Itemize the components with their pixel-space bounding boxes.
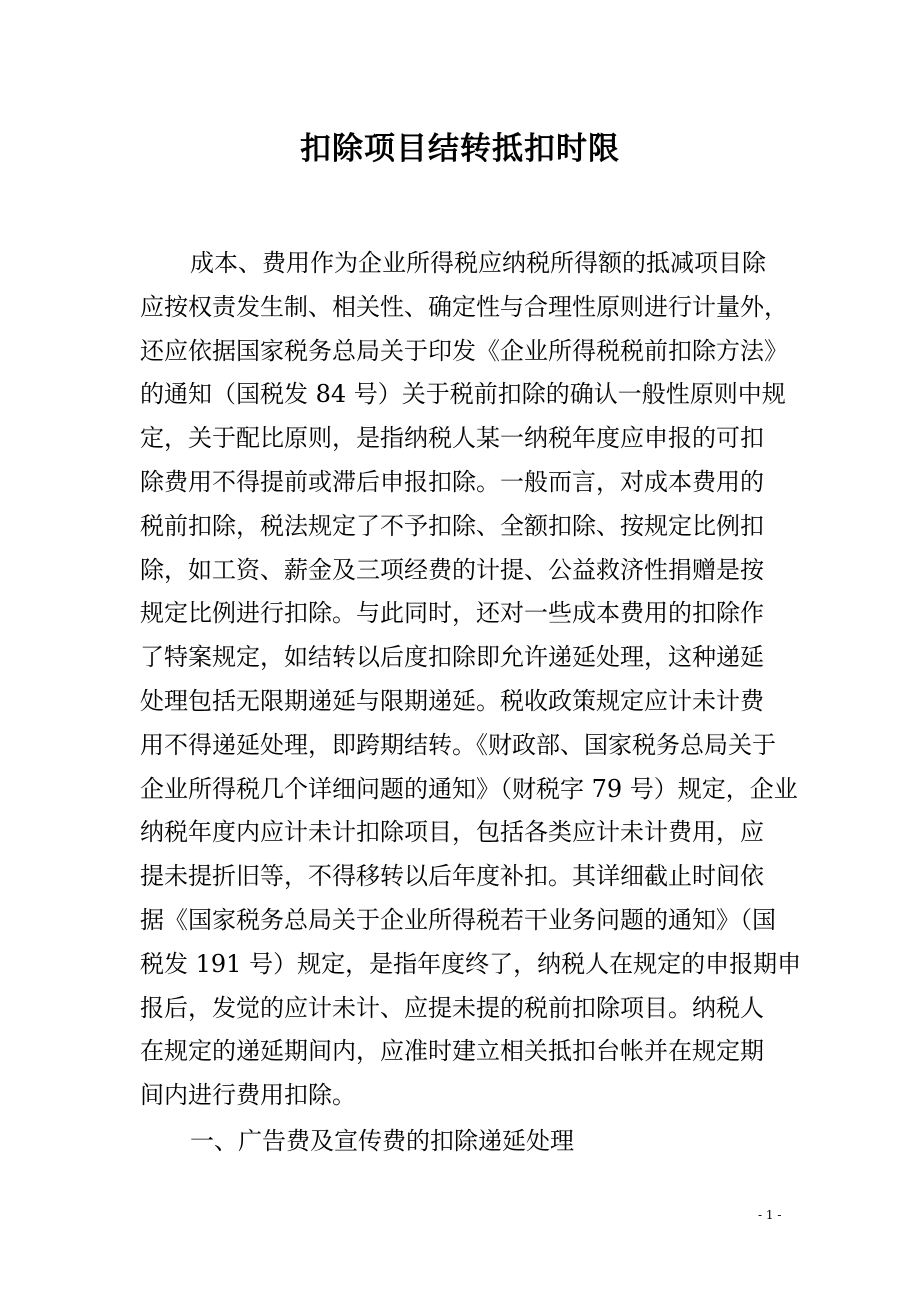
paragraph-line: 规定比例进行扣除。与此同时，还对一些成本费用的扣除作 (140, 599, 764, 628)
paragraph-line: 应按权责发生制、相关性、确定性与合理性原则进行计量外， (140, 292, 788, 321)
paragraph-line: 提未提折旧等，不得移转以后年度补扣。其详细截止时间依 (140, 862, 764, 891)
paragraph-line: 税前扣除，税法规定了不予扣除、全额扣除、按规定比例扣 (140, 511, 764, 540)
paragraph-line: 处理包括无限期递延与限期递延。税收政策规定应计未计费 (140, 686, 764, 715)
paragraph-line: 用不得递延处理，即跨期结转。《财政部、国家税务总局关于 (140, 730, 776, 759)
paragraph-line: 税发 191 号）规定，是指年度终了，纳税人在规定的申报期申 (140, 949, 802, 978)
document-title: 扣除项目结转抵扣时限 (300, 131, 620, 167)
paragraph-line: 的通知（国税发 84 号）关于税前扣除的确认一般性原则中规 (140, 380, 786, 409)
paragraph-line: 还应依据国家税务总局关于印发《企业所得税税前扣除方法》 (140, 336, 788, 365)
paragraph-line: 纳税年度内应计未计扣除项目，包括各类应计未计费用，应 (140, 818, 764, 847)
paragraph-line: 除费用不得提前或滞后申报扣除。一般而言，对成本费用的 (140, 467, 764, 496)
paragraph-line: 成本、费用作为企业所得税应纳税所得额的抵减项目除 (190, 249, 766, 277)
paragraph-line: 企业所得税几个详细问题的通知》（财税字 79 号）规定，企业 (140, 774, 798, 803)
paragraph-line: 报后，发觉的应计未计、应提未提的税前扣除项目。纳税人 (140, 993, 764, 1022)
paragraph-line: 除，如工资、薪金及三项经费的计提、公益救济性捐赠是按 (140, 555, 764, 584)
body-paragraph (140, 242, 802, 1118)
page-number: - 1 - (758, 1208, 782, 1222)
paragraph-line: 间内进行费用扣除。 (140, 1081, 356, 1110)
paragraph-line: 据《国家税务总局关于企业所得税若干业务问题的通知》（国 (140, 905, 776, 934)
section-heading: 一、广告费及宣传费的扣除递延处理 (190, 1127, 574, 1155)
paragraph-line: 在规定的递延期间内，应准时建立相关抵扣台帐并在规定期 (140, 1037, 764, 1066)
paragraph-line: 了特案规定，如结转以后度扣除即允许递延处理，这种递延 (140, 643, 764, 672)
paragraph-line: 定，关于配比原则，是指纳税人某一纳税年度应申报的可扣 (140, 424, 764, 453)
